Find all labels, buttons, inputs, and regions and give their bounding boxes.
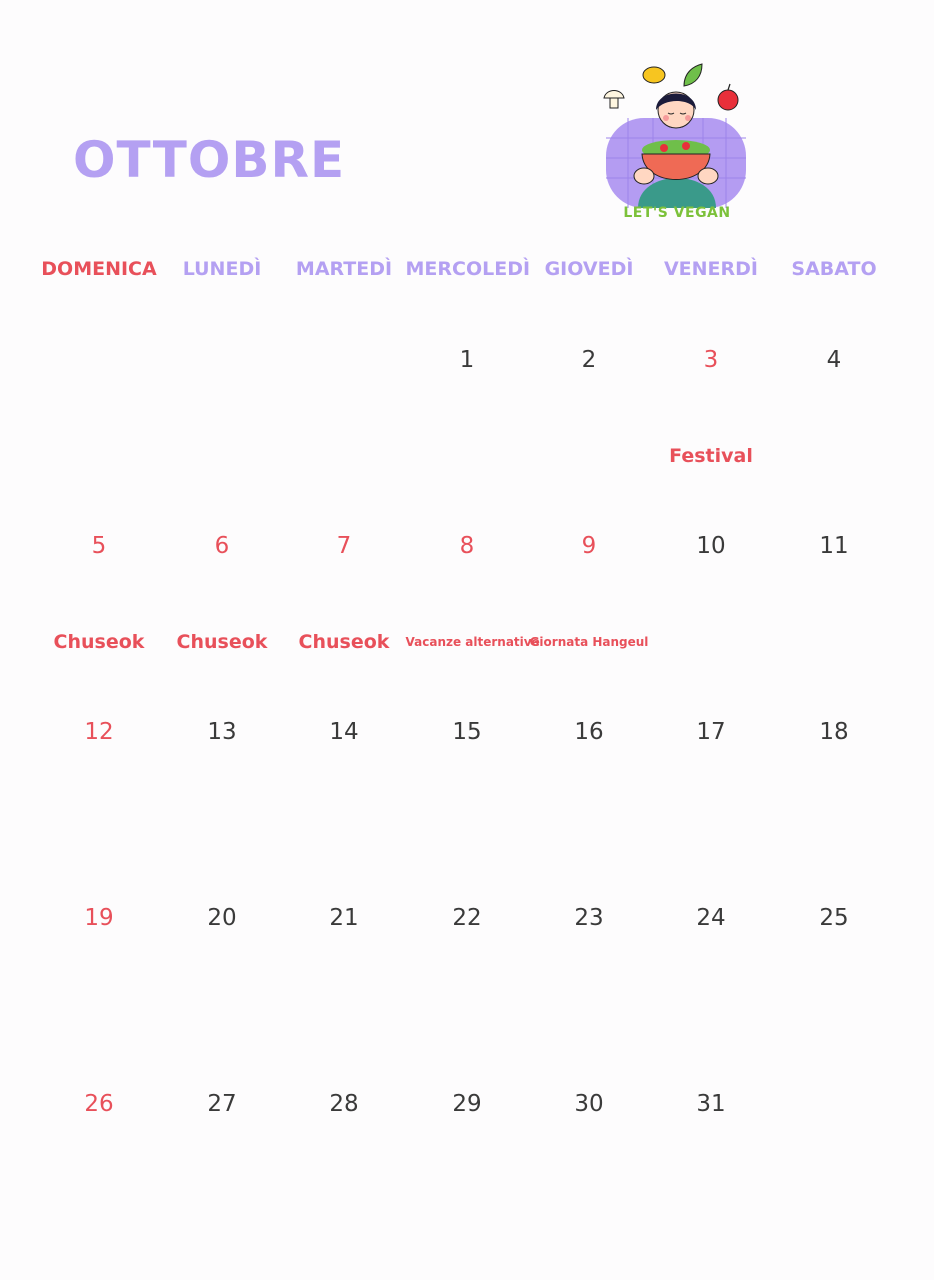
day-number: 27 [207,1091,237,1117]
day-number: 25 [819,905,849,931]
day-number: 3 [703,347,719,373]
day-number: 18 [819,719,849,745]
day-number: 24 [696,905,726,931]
day-number: 12 [84,719,114,745]
weekday-header: LUNEDÌ [182,258,262,280]
day-number: 19 [84,905,114,931]
day-event-label: Chuseok [176,631,268,653]
month-title: OTTOBRE [73,131,346,189]
day-number: 31 [696,1091,726,1117]
day-number: 2 [581,347,597,373]
day-number: 20 [207,905,237,931]
day-event-label: Giornata Hangeul [529,635,649,649]
day-number: 30 [574,1091,604,1117]
day-number: 5 [91,533,107,559]
weekday-header: MERCOLEDÌ [405,258,531,280]
day-number: 21 [329,905,359,931]
day-number: 26 [84,1091,114,1117]
day-number: 29 [452,1091,482,1117]
day-number: 13 [207,719,237,745]
weekday-header: VENERDÌ [663,258,759,280]
weekday-header: SABATO [791,258,877,280]
day-event-label: Chuseok [53,631,145,653]
illustration-caption: LET'S VEGAN [623,205,731,221]
day-event-label: Vacanze alternative [405,635,540,649]
day-number: 23 [574,905,604,931]
weekday-header: GIOVEDÌ [544,258,634,280]
weekday-header: DOMENICA [41,258,157,280]
day-event-label: Festival [669,445,753,467]
day-number: 16 [574,719,604,745]
day-number: 4 [826,347,842,373]
day-number: 28 [329,1091,359,1117]
day-number: 8 [459,533,475,559]
day-event-label: Chuseok [298,631,390,653]
day-number: 6 [214,533,230,559]
day-number: 15 [452,719,482,745]
day-number: 9 [581,533,597,559]
day-number: 17 [696,719,726,745]
day-number: 10 [696,533,726,559]
day-number: 14 [329,719,359,745]
day-number: 22 [452,905,482,931]
day-number: 7 [336,533,352,559]
day-number: 11 [819,533,849,559]
weekday-header: MARTEDÌ [295,258,393,280]
day-number: 1 [459,347,475,373]
